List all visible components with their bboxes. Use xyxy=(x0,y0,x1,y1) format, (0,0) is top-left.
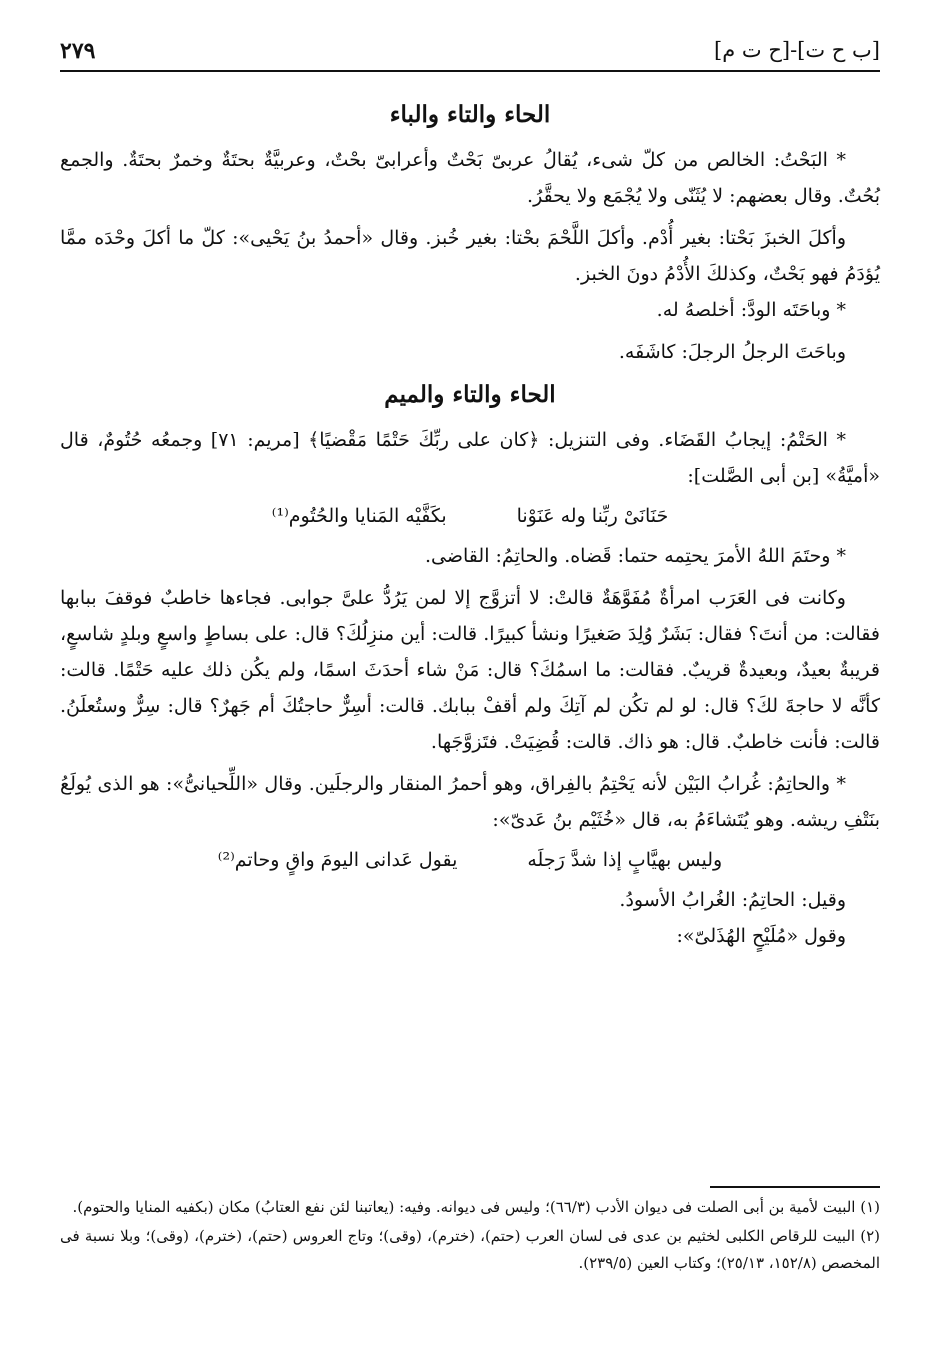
paragraph: وكانت فى العَرَب امرأةٌ مُفَوَّهَةٌ قالتْ: لا أتزوَّج إلا لمن يَرُدُّ علىَّ جوابى. فجاءها خاطبٌ فوقفَ ببابها فقالت: من أنتَ؟ فقال: بَشَرٌ وُلِدَ صَغيرًا ونشأ كبيرًا. قالت: أين منزِلُكَ؟ قال: على بساطٍ واسعٍ وبلدٍ شاسعٍ، قريبةٌ بعيدٌ، وبعيدةٌ قريبٌ. فقالت: ما اسمُكَ؟ قال: مَنْ شاء أحدَثَ اسمًا، ولم يكُن ذلك عليه حَتْمًا. قالت: كأنَّه لا حاجةَ لكَ؟ قال: لو لم تكُن لم آتِكَ ولم أقفْ ببابك. قالت: أسِرٌّ حاجتُكَ أم جَهرٌ؟ قال: سِرٌّ وستُعلَنُ. قالت: فأنت خاطبٌ. قال: هو ذاك. قالت: قُضِيَتْ. فتَزوَّجَها. xyxy=(60,587,880,753)
running-header xyxy=(60,36,880,72)
header-title: [ب ح ت]-[ح ت م] xyxy=(714,38,880,62)
paragraph: * البَحْتُ: الخالص من كلّ شىء، يُقالُ عربىّ بَحْتٌ وأعرابىّ بحْتٌ، وعربيَّةٌ بحتَةٌ وخمرٌ بحتَةٌ. والجمع بُحُتٌ. وقال بعضهم: لا يُثَنّى ولا يُجْمَع ولا يحقَّرُ. xyxy=(60,149,880,207)
main-content xyxy=(60,98,880,954)
section-heading: الحاء والتاء والميم xyxy=(384,381,556,408)
paragraph: * وباحَتَه الودَّ: أخلصهُ له. xyxy=(656,299,846,321)
footnotes xyxy=(60,1186,880,1279)
section-heading: الحاء والتاء والباء xyxy=(389,101,551,128)
verse-second-hemistich: بكَفَّيْه المَنايا والحُتُوم⁽¹⁾ xyxy=(271,505,447,527)
page-number: ٢٧٩ xyxy=(60,38,96,64)
paragraph: * وحتَمَ اللهُ الأمرَ يحتِمه حتما: قَضاه. والحاتِمُ: القاضى. xyxy=(425,545,846,567)
verse-line xyxy=(60,496,880,536)
document-page xyxy=(60,36,880,1336)
verse-second-hemistich: يقول عَدانى اليومَ واقٍ وحاتم⁽²⁾ xyxy=(217,849,458,871)
footnote-rule xyxy=(710,1186,880,1188)
section-ha-ta-mim xyxy=(60,378,880,954)
paragraph: وقيل: الحاتِمُ: الغُرابُ الأسودُ. xyxy=(619,889,846,911)
footnote: (٢) البيت للرقاص الكلبى لخثيم بن عدى فى لسان العرب (حتم)، (خترم)، (وقى)؛ وتاج العروس (حتم)، (خترم)، (وقى)؛ وبلا نسبة فى المخصص (١٥٢/٨، ٢٥/١٣)؛ وكتاب العين (٢٣٩/٥). xyxy=(60,1227,880,1272)
paragraph: * والحاتِمُ: غُرابُ البَيْن لأنه يَحْتِمُ بالفِراق، وهو أحمرُ المنقار والرجلَين. وقال «اللِّحيانىُّ»: هو الذى يُولَعُ بنَتْفِ ريشه. وهو يُتَشاءَمُ به، قال «خُثَيْم بنُ عَدىّ»: xyxy=(60,773,880,831)
paragraph: وقول «مُلَيْحٍ الهُذَلىّ»: xyxy=(676,925,846,947)
section-ba-ta-ba xyxy=(60,98,880,370)
paragraph: وأكلَ الخبزَ بَحْتا: بغير أُدْم. وأكلَ اللَّحْمَ بحْتا: بغير خُبز. وقال «أحمدُ بنُ يَحْيى»: كلّ ما أكلَ وحْدَه ممَّا يُؤدَمُ فهو بَحْتٌ، وكذلكَ الأُدْمُ دونَ الخبز. xyxy=(60,227,880,285)
paragraph: وباحَتَ الرجلُ الرجلَ: كاشَفَه. xyxy=(618,341,846,363)
verse-line xyxy=(60,840,880,880)
footnote: (١) البيت لأمية بن أبى الصلت فى ديوان الأدب (٦٦/٣)؛ وليس فى ديوانه. وفيه: (يعاتبنا لئن نفع العتابُ) مكان (بكفيه المنايا والحتوم). xyxy=(72,1198,880,1216)
verse-first-hemistich: وليس بهيَّابٍ إذا شدَّ رَجلَه xyxy=(527,849,723,871)
paragraph: * الحَتْمُ: إيجابُ القَضَاء. وفى التنزيل: ﴿كان على ربِّكَ حَتْمًا مَقْضيًا﴾ [مريم: ٧١] وجمعُه حُتُومٌ، قال «أميَّةُ» [بن أبى الصَّلت]: xyxy=(60,429,880,487)
verse-first-hemistich: حَنَانَىْ ربِّنا وله عَنَوْنا xyxy=(516,505,669,527)
